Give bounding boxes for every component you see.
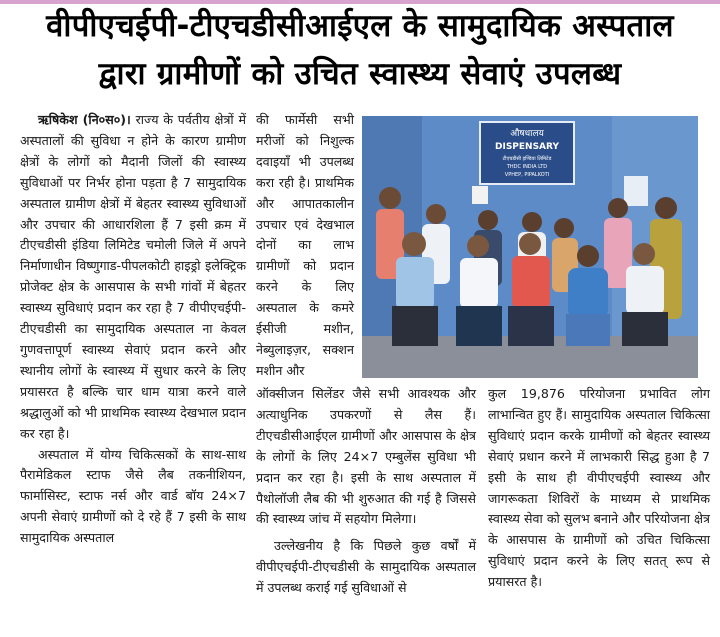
article-column-2-top [256, 110, 354, 382]
headline-line-1: वीपीएचईपी-टीएचडीसीआईएल के सामुदायिक अस्पताल [46, 8, 674, 44]
paragraph-1 [20, 110, 246, 445]
paragraph-3: की फार्मेसी सभी मरीजों को निशुल्क दवाइयाँ भी उपलब्ध करा रही है। प्राथमिक और आपातकालीन उपचार एवं देखभाल दोनों का लाभ ग्रामीणों को प्रदान करने के लिए अस्पताल के कमरे ईसीजी मशीन, नेब्युलाइज़र, सक्शन मशीन और [256, 112, 354, 378]
paragraph-5: उल्लेखनीय है कि पिछले कुछ वर्षों में वीपीएचईपी-टीएचडीसी के सामुदायिक अस्पताल में उपलब्ध कराई गई सुविधाओं से [256, 538, 476, 596]
sign-title: औषधालय [510, 129, 544, 139]
paragraph-6: कुल 19,876 परियोजना प्रभावित लोग लाभान्वित हुए हैं। सामुदायिक अस्पताल चिकित्सा सुविधाएं प्रदान करके ग्रामीणों को बेहतर स्वास्थ्य सेवाएं प्रधान करने में लाभकारी सिद्ध हुआ है 7 इसी के साथ ही वीपीएचईपी स्वास्थ्य और जागरूकता शिविरों के माध्यम से प्राथमिक स्वास्थ्य सेवा को सुलभ बनाने और परियोजना क्षेत्र के आसपास के ग्रामीणों को उचित चिकित्सा सुविधाएं प्रदान करने के लिए सतत् रूप से प्रयासरत है। [488, 386, 710, 590]
top-border [0, 0, 720, 4]
sign-subtitle: DISPENSARY [495, 142, 559, 152]
sign-line-3: VPHEP, PIPALKOTI [504, 172, 550, 178]
article-column-2-bottom [256, 384, 476, 599]
article-column-3 [488, 384, 710, 593]
sign-line-1: टीएचडीसी इण्डिया लिमिटेड [502, 156, 552, 162]
dateline: ऋषिकेश (नि०स०)। [38, 112, 131, 127]
headline-line-2: द्वारा ग्रामीणों को उचित स्वास्थ्य सेवाएं उपलब्ध [98, 56, 622, 92]
article-column-1 [20, 110, 246, 549]
sign-line-2: THDC INDIA LTD [506, 164, 548, 170]
paragraph-1-text: राज्य के पर्वतीय क्षेत्रों में अस्पतालों की सुविधा न होने के कारण ग्रामीण क्षेत्रों के लोगों को मैदानी जिलों की स्वास्थ्य सुविधाओं पर निर्भर होना पड़ता है 7 सामुदायिक अस्पताल ग्रामीण क्षेत्रों में बेहतर स्वास्थ्य सुविधाओं और उपचार की आधारशिला हैं 7 इसी क्रम में टीएचडीसी इंडिया लिमिटेड चमोली जिले में अपने निर्माणाधीन विष्णुगाड-पीपलकोटी हाइड्रो इलेक्ट्रिक प्रोजेक्ट क्षेत्र के आसपास के सभी गांवों में बेहतर स्वास्थ्य सुविधाएं प्रदान कर रहा है 7 वीपीएचईपी-टीएचडीसी का सामुदायिक अस्पताल ना केवल गुणवत्तापूर्ण स्वास्थ्य सेवाएं प्रदान करने और स्थानीय लोगों के स्वास्थ्य में सुधार करने के लिए प्रयासरत है बल्कि चार धाम यात्रा करने वाले श्रद्धालुओं को भी प्राथमिक स्वास्थ्य देखभाल प्रदान कर रहा है। [20, 112, 246, 441]
paragraph-2: अस्पताल में योग्य चिकित्सकों के साथ-साथ पैरामेडिकल स्टाफ जैसे लैब तकनीशियन, फार्मासिस्ट, स्टाफ नर्स और वार्ड बॉय 24×7 अपनी सेवाएं ग्रामीणों को दे रहे हैं 7 इसी के साथ सामुदायिक अस्पताल [20, 446, 246, 546]
paragraph-4: ऑक्सीजन सिलेंडर जैसे सभी आवश्यक और अत्याधुनिक उपकरणों से लैस हैं। टीएचडीसीआईएल ग्रामीणों और आसपास के क्षेत्र के लोगों के लिए 24×7 एम्बुलेंस सुविधा भी प्रदान कर रहा है। इसी के साथ अस्पताल में पैथोलॉजी लैब की भी शुरुआत की गई है जिससे की स्वास्थ्य जांच में सहयोग मिलेगा। [256, 386, 476, 527]
group-photo [362, 116, 698, 378]
